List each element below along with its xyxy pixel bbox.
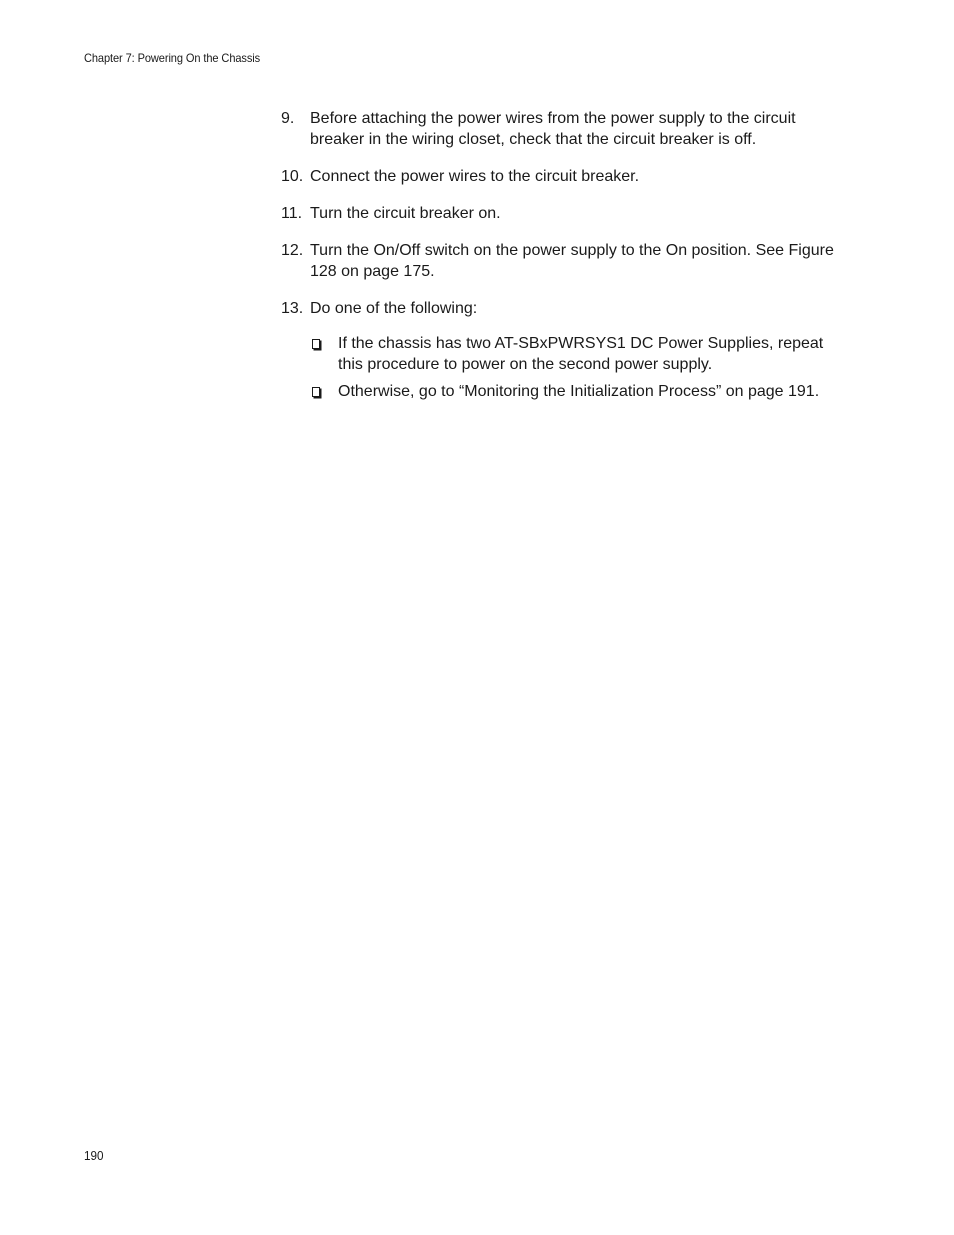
checkbox-bullet-icon bbox=[312, 387, 320, 397]
step-number: 10. bbox=[281, 168, 304, 185]
step-text: Connect the power wires to the circuit breaker. bbox=[310, 168, 640, 185]
substep-text: If the chassis has two AT-SBxPWRSYS1 DC Power Supplies, repeat this procedure to power on the second power supply. bbox=[338, 335, 824, 373]
step-number: 9. bbox=[281, 110, 295, 127]
step-12 bbox=[281, 240, 841, 282]
step-text: Turn the On/Off switch on the power supply to the On position. See Figure 128 on page 175. bbox=[310, 242, 834, 280]
substep-text: Otherwise, go to “Monitoring the Initialization Process” on page 191. bbox=[338, 383, 820, 400]
substep-list bbox=[281, 333, 841, 402]
substep-item bbox=[310, 333, 841, 375]
step-number: 12. bbox=[281, 242, 304, 259]
step-number: 11. bbox=[281, 205, 303, 222]
step-13 bbox=[281, 298, 841, 319]
checkbox-bullet-icon bbox=[312, 339, 320, 349]
step-9 bbox=[281, 108, 841, 150]
step-text: Turn the circuit breaker on. bbox=[310, 205, 501, 222]
step-text: Do one of the following: bbox=[310, 300, 478, 317]
substep-item bbox=[310, 381, 841, 402]
step-number: 13. bbox=[281, 300, 304, 317]
step-10 bbox=[281, 166, 841, 187]
running-header: Chapter 7: Powering On the Chassis bbox=[84, 51, 261, 65]
page-number: 190 bbox=[84, 1148, 104, 1163]
procedure-steps bbox=[281, 108, 841, 408]
step-11 bbox=[281, 203, 841, 224]
step-text: Before attaching the power wires from the power supply to the circuit breaker in the wiring closet, check that the circuit breaker is off. bbox=[310, 110, 796, 148]
